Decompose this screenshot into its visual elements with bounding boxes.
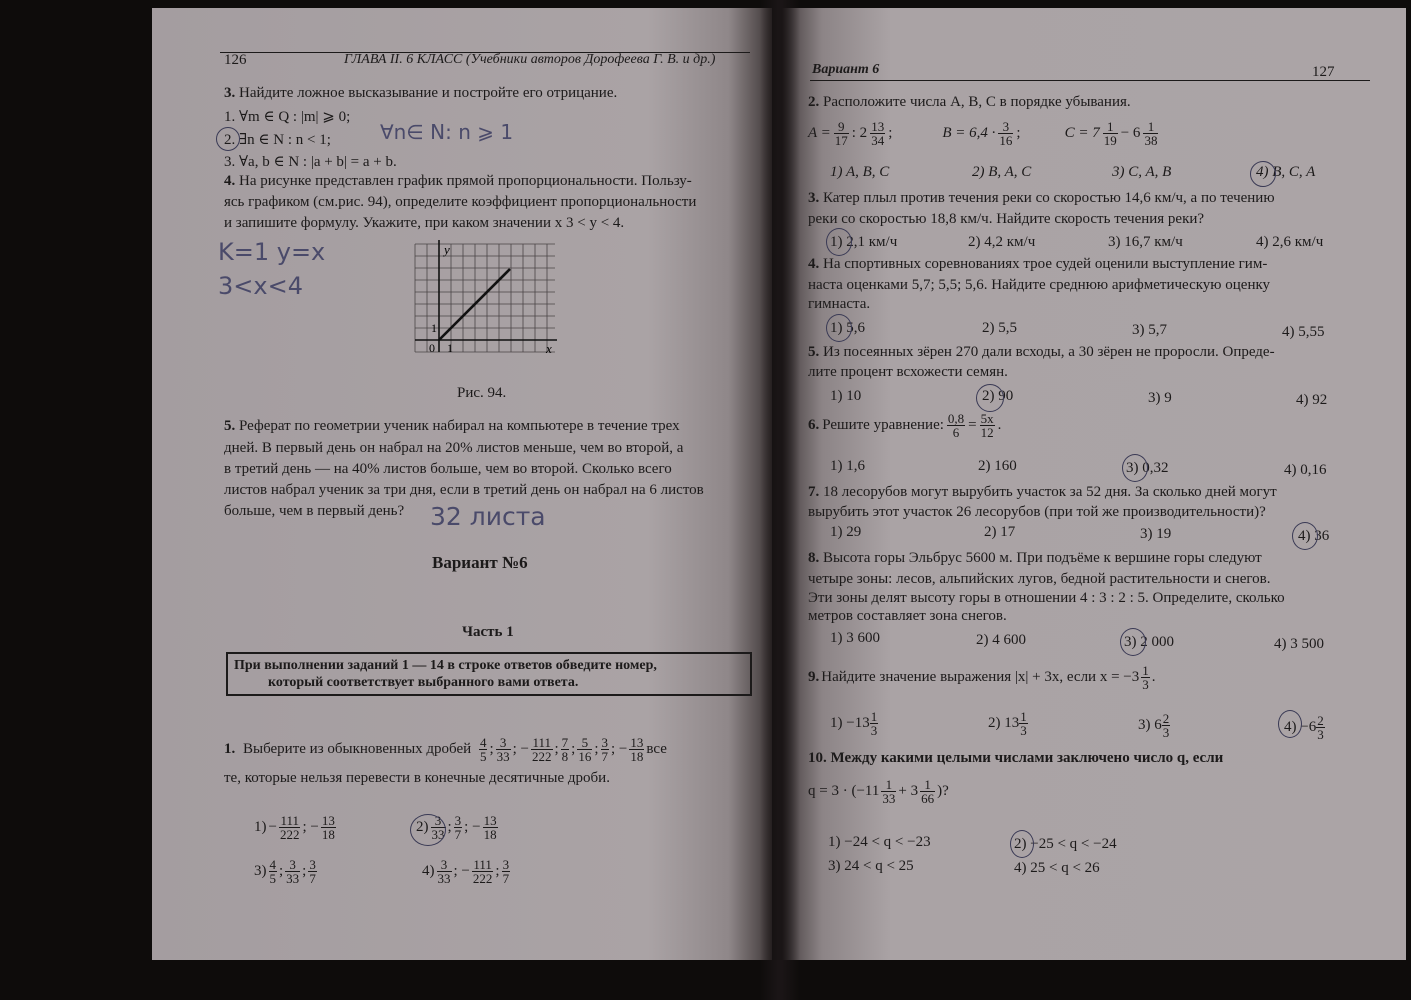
left-q5-line-3: в третий день — на 40% листов больше, чем во второй. Сколько всего xyxy=(224,461,672,477)
right-q4-option-2: 2) 5,5 xyxy=(982,320,1017,336)
right-q7-option-1: 1) 29 xyxy=(830,524,862,540)
variant-title: Вариант №6 xyxy=(432,553,528,572)
right-q2-option-2: 2) B, A, C xyxy=(972,164,1032,180)
right-q3-option-1: 1) 2,1 км/ч xyxy=(830,234,898,250)
left-q1-answer-4: 4) $\frac{3}{33}$ ; − $\frac{111}{222}$ ; $\frac{3}{7}$ xyxy=(422,857,510,886)
figure-caption: Рис. 94. xyxy=(457,385,507,401)
q1-tail: все xyxy=(646,741,667,757)
answer-circle xyxy=(826,314,852,342)
right-q7-option-3: 3) 19 xyxy=(1140,526,1172,542)
fraction: $\frac{13}{18}$ xyxy=(630,735,644,764)
graph-x-one-label: 1 xyxy=(447,341,453,355)
instruction-line-2: который соответствует выбранного вами ответа. xyxy=(268,675,579,690)
graph-x-label: x xyxy=(546,341,552,356)
left-q4-line-3: и запишите формулу. Укажите, при каком значении x 3 < y < 4. xyxy=(224,215,625,231)
right-running-head: Вариант 6 xyxy=(812,62,880,77)
part-title: Часть 1 xyxy=(462,624,514,640)
right-q6-option-1: 1) 1,6 xyxy=(830,458,865,474)
fraction: $\frac{3}{7}$ xyxy=(601,735,609,764)
answer-circle xyxy=(976,384,1004,412)
left-page-number: 126 xyxy=(224,52,247,68)
right-q10-option-2: 2) −25 < q < −24 xyxy=(1014,836,1117,852)
answer-circle xyxy=(1010,830,1034,858)
graph-grid xyxy=(415,244,555,352)
fraction: $\frac{3}{33}$ xyxy=(496,735,510,764)
left-q5-line-4: листов набрал ученик за три дня, если в третий день он набрал на 6 листов xyxy=(224,482,704,498)
left-q3-handwriting: ∀n∈ N: n ⩾ 1 xyxy=(380,120,514,144)
right-q10-option-4: 4) 25 < q < 26 xyxy=(1014,860,1100,876)
right-q4-option-3: 3) 5,7 xyxy=(1132,322,1167,338)
answer-circle xyxy=(410,814,446,846)
right-q6-line: 6. Решите уравнение: $\frac{0,8}{6}$ = $\frac{5x}{12}$ . xyxy=(808,411,1002,440)
right-q7-option-2: 2) 17 xyxy=(984,524,1016,540)
right-q4-option-4: 4) 5,55 xyxy=(1282,324,1325,340)
book-gutter xyxy=(760,0,800,1000)
left-q5-handwriting: 32 листа xyxy=(430,502,546,531)
right-header-rule xyxy=(810,80,1370,81)
right-q8-option-4: 4) 3 500 xyxy=(1274,636,1324,652)
right-q4-line-3: гимнаста. xyxy=(808,296,871,312)
right-q2-text: 2. Расположите числа A, B, C в порядке убывания. xyxy=(808,94,1131,110)
graph-origin-label: 0 xyxy=(429,341,435,355)
instruction-line-1: При выполнении заданий 1 — 14 в строке ответов обведите номер, xyxy=(234,658,657,673)
left-q1-line-1: 1. Выберите из обыкновенных дробей $\frac{4}{5}$ ; $\frac{3}{33}$ ; − $\frac{111}{222}$ ; $\frac{7}{8}$ ; $\frac{5}{16}$ ; $\frac{3}{7}$ ; − $\frac{13}{18}$ все xyxy=(224,735,667,764)
left-q5-line-2: дней. В первый день он набрал на 20% листов меньше, чем во второй, а xyxy=(224,440,684,456)
fraction: $\frac{4}{5}$ xyxy=(479,735,487,764)
left-q5-line-1: 5. Реферат по геометрии ученик набирал на компьютере в течение трех xyxy=(224,418,680,434)
right-q3-option-3: 3) 16,7 км/ч xyxy=(1108,234,1183,250)
right-q10-option-3: 3) 24 < q < 25 xyxy=(828,858,914,874)
right-q10-line: 10. Между какими целыми числами заключено число q, если xyxy=(808,750,1224,766)
answer-circle xyxy=(1122,454,1148,482)
right-q6-option-2: 2) 160 xyxy=(978,458,1017,474)
right-q8-option-3: 3) 2 000 xyxy=(1124,634,1174,650)
answer-circle xyxy=(1278,710,1302,738)
right-q9-line: 9. Найдите значение выражения |x| + 3x, если x = −3 $\frac{1}{3}$ . xyxy=(808,663,1156,692)
right-q8-line-1: 8. Высота горы Эльбрус 5600 м. При подъёме к вершине горы следуют xyxy=(808,550,1262,566)
right-q8-option-2: 2) 4 600 xyxy=(976,632,1026,648)
right-q10-option-1: 1) −24 < q < −23 xyxy=(828,834,931,850)
right-q5-option-3: 3) 9 xyxy=(1148,390,1172,406)
proportionality-graph xyxy=(410,236,560,360)
q1-number: 1. xyxy=(224,741,236,757)
left-q3-option-2: 2. ∃n ∈ N : n < 1; xyxy=(224,132,331,148)
right-q2-option-4: 4) B, C, A xyxy=(1256,164,1316,180)
right-q9-option-3: 3) 6 $\frac{2}{3}$ xyxy=(1138,711,1170,740)
graph-y-label: y xyxy=(444,242,450,257)
right-q9-option-2: 2) 13 $\frac{1}{3}$ xyxy=(988,709,1027,738)
right-q9-option-1: 1) −13 $\frac{1}{3}$ xyxy=(830,709,878,738)
left-q4-handwriting-2: 3<x<4 xyxy=(218,272,303,300)
right-q4-option-1: 1) 5,6 xyxy=(830,320,865,336)
right-q9-option-4: 4) −6 $\frac{2}{3}$ xyxy=(1284,713,1324,742)
left-q1-answer-3: 3) $\frac{4}{5}$ ; $\frac{3}{33}$ ; $\frac{3}{7}$ xyxy=(254,857,316,886)
right-q2-option-3: 3) C, A, B xyxy=(1112,164,1172,180)
fraction: $\frac{5}{16}$ xyxy=(578,735,592,764)
graph-y-one-label: 1 xyxy=(431,321,437,335)
right-q5-option-2: 2) 90 xyxy=(982,388,1014,404)
q1-lead: Выберите из обыкновенных дробей xyxy=(243,741,472,757)
left-q1-answer-2: 2) $\frac{3}{33}$ ; $\frac{3}{7}$ ; − $\frac{13}{18}$ xyxy=(416,813,497,842)
right-q7-option-4: 4) 36 xyxy=(1298,528,1330,544)
left-q1-answer-1: 1) − $\frac{111}{222}$ ; − $\frac{13}{18}$ xyxy=(254,813,335,842)
left-q1-line-2: те, которые нельзя перевести в конечные десятичные дроби. xyxy=(224,770,610,786)
right-q5-option-4: 4) 92 xyxy=(1296,392,1328,408)
right-q6-option-3: 3) 0,32 xyxy=(1126,460,1169,476)
right-q2-values: A = $\frac{9}{17}$ : 2 $\frac{13}{34}$ ; B = 6,4 · $\frac{3}{16}$ ; C = 7 $\frac{1}{19}$ − 6 $\frac{1}{38}$ xyxy=(808,119,1158,148)
right-q6-option-4: 4) 0,16 xyxy=(1284,462,1327,478)
answer-circle xyxy=(1250,161,1276,187)
right-q10-formula: q = 3 · (−11 $\frac{1}{33}$ + 3 $\frac{1}{66}$ )? xyxy=(808,777,949,806)
left-q4-line-2: ясь графиком (см.рис. 94), определите коэффициент пропорциональности xyxy=(224,194,697,210)
right-q3-line-2: реки со скоростью 18,8 км/ч. Найдите скорость течения реки? xyxy=(808,211,1205,227)
right-page-number: 127 xyxy=(1312,64,1335,80)
right-q4-line-1: 4. На спортивных соревнованиях трое судей оценили выступление гим- xyxy=(808,256,1268,272)
right-q8-line-4: метров составляет зона снегов. xyxy=(808,608,1007,624)
right-q8-option-1: 1) 3 600 xyxy=(830,630,880,646)
right-q7-line-1: 7. 18 лесорубов могут вырубить участок за 52 дня. За сколько дней могут xyxy=(808,484,1277,500)
answer-circle xyxy=(1292,522,1318,550)
right-q8-line-2: четыре зоны: лесов, альпийских лугов, бедной растительности и снегов. xyxy=(808,571,1271,587)
right-q3-option-2: 2) 4,2 км/ч xyxy=(968,234,1036,250)
answer-circle xyxy=(216,127,240,151)
right-q8-line-3: Эти зоны делят высоту горы в отношении 4 : 3 : 2 : 5. Определите, сколько xyxy=(808,590,1285,606)
fraction: $\frac{7}{8}$ xyxy=(561,735,569,764)
right-q4-line-2: наста оценками 5,7; 5,5; 5,6. Найдите среднюю арифметическую оценку xyxy=(808,277,1271,293)
left-q4-handwriting-1: K=1 y=x xyxy=(218,238,326,266)
left-page xyxy=(152,8,772,960)
right-q2-option-1: 1) A, B, C xyxy=(830,164,890,180)
left-q3-text: 3. Найдите ложное высказывание и постройте его отрицание. xyxy=(224,85,618,101)
answer-circle xyxy=(1120,628,1146,656)
right-q3-option-4: 4) 2,6 км/ч xyxy=(1256,234,1324,250)
right-q3-line-1: 3. Катер плыл против течения реки со скоростью 14,6 км/ч, а по течению xyxy=(808,190,1275,206)
right-q5-line-1: 5. Из посеянных зёрен 270 дали всходы, а 30 зёрен не проросли. Опреде- xyxy=(808,344,1275,360)
right-q5-line-2: лите процент всхожести семян. xyxy=(808,364,1008,380)
right-q7-line-2: вырубить этот участок 26 лесорубов (при той же производительности)? xyxy=(808,504,1266,520)
left-running-head: ГЛАВА II. 6 КЛАСС (Учебники авторов Дорофеева Г. В. и др.) xyxy=(344,52,716,67)
left-q3-option-1: 1. ∀m ∈ Q : |m| ⩾ 0; xyxy=(224,109,351,125)
right-page xyxy=(778,8,1406,960)
left-q5-line-5: больше, чем в первый день? xyxy=(224,503,405,519)
right-q5-option-1: 1) 10 xyxy=(830,388,862,404)
left-q4-line-1: 4. На рисунке представлен график прямой пропорциональности. Пользу- xyxy=(224,173,692,189)
left-q3-option-3: 3. ∀a, b ∈ N : |a + b| = a + b. xyxy=(224,154,397,170)
answer-circle xyxy=(826,228,852,256)
fraction: $\frac{111}{222}$ xyxy=(532,735,552,764)
